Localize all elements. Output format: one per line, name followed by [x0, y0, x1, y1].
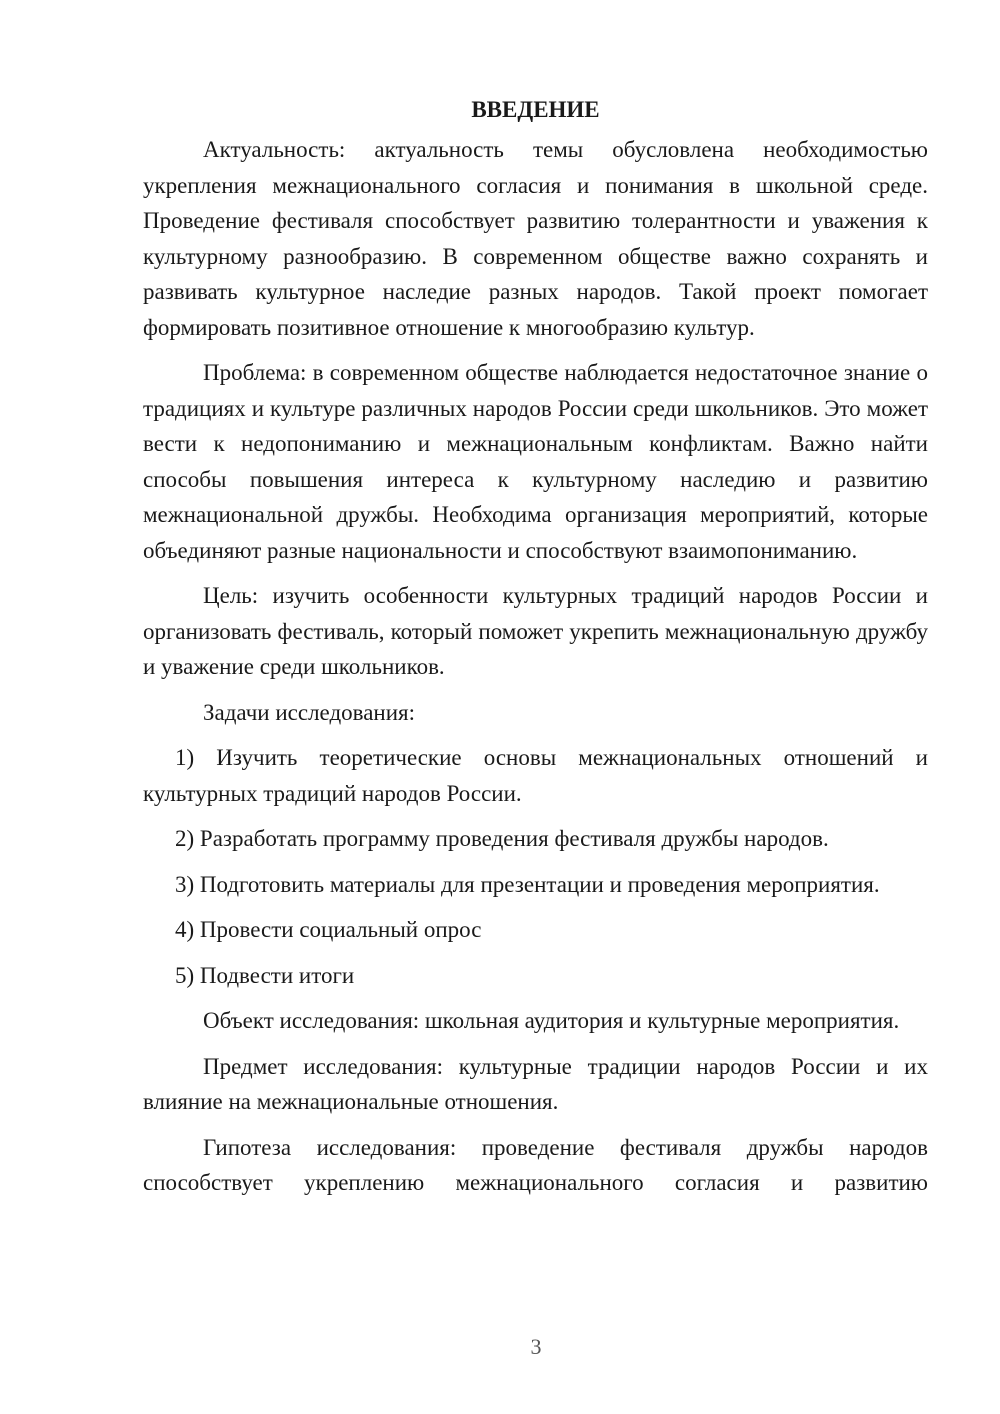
hypothesis-paragraph: Гипотеза исследования: проведение фестиваля дружбы народов способствует укреплению межнационального согласия и развитию	[143, 1134, 928, 1195]
research-subject-paragraph: Предмет исследования: культурные традиции народов России и их влияние на межнациональные отношения.	[143, 1053, 928, 1114]
goal-paragraph: Цель: изучить особенности культурных традиций народов России и организовать фестиваль, который поможет укрепить межнациональную дружбу и уважение среди школьников.	[143, 583, 928, 679]
relevance-paragraph: Актуальность: актуальность темы обусловлена необходимостью укрепления межнационального согласия и понимания в школьной среде. Проведение фестиваля способствует развитию толерантности и уважения к культурному разнообразию. В современном обществе важно сохранять и развивать культурное наследие разных народов. Такой проект помогает формировать позитивное отношение к многообразию культур.	[143, 137, 928, 340]
task-item-4: 4) Провести социальный опрос	[175, 917, 482, 942]
document-page	[143, 90, 928, 1201]
tasks-heading: Задачи исследования:	[203, 699, 416, 725]
page-number: 3	[530, 1334, 542, 1359]
task-item-1: 1) Изучить теоретические основы межнациональных отношений и культурных традиций народов России.	[143, 745, 928, 806]
section-title: ВВЕДЕНИЕ	[471, 97, 600, 122]
task-item-2: 2) Разработать программу проведения фестиваля дружбы народов.	[175, 826, 829, 851]
problem-paragraph: Проблема: в современном обществе наблюдается недостаточное знание о традициях и культуре различных народов России среди школьников. Это может вести к недопониманию и межнациональным конфликтам. Важно найти способы повышения интереса к культурному наследию и развитию межнациональной дружбы. Необходима организация мероприятий, которые объединяют разные национальности и способствуют взаимопониманию.	[143, 360, 928, 563]
task-item-3: 3) Подготовить материалы для презентации и проведения мероприятия.	[175, 871, 880, 897]
task-item-5: 5) Подвести итоги	[175, 962, 355, 988]
research-object-paragraph: Объект исследования: школьная аудитория и культурные мероприятия.	[203, 1008, 900, 1033]
